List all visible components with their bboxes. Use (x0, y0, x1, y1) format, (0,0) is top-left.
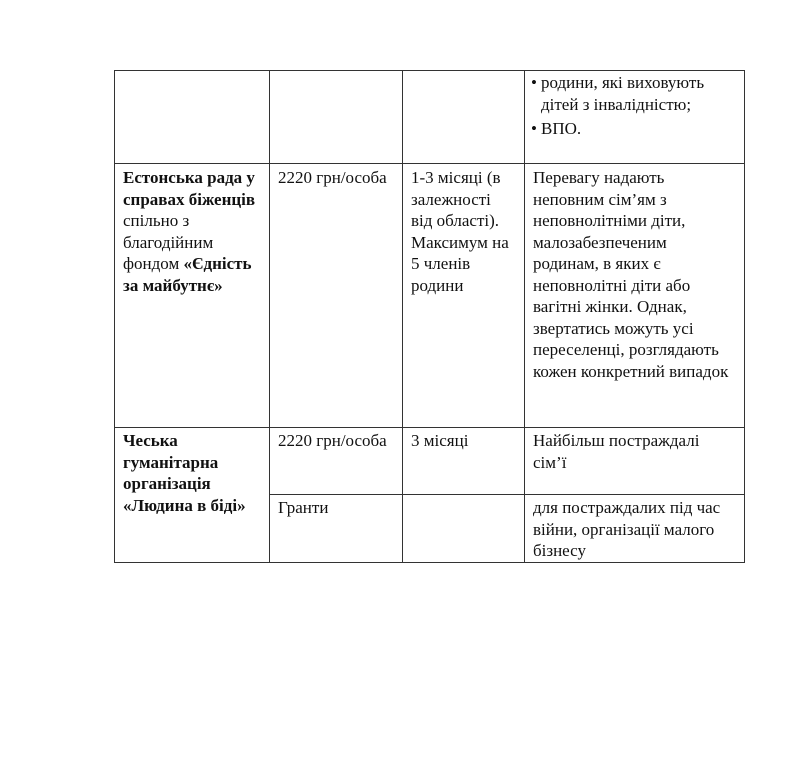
amount-cell: Гранти (270, 495, 403, 563)
list-item-text: родини, які виховують дітей з інвалідністю; (541, 73, 705, 114)
table-cell (115, 71, 270, 164)
aid-programs-table (114, 70, 745, 563)
table-cell (525, 71, 745, 164)
organization-partner-text: спільно з благодійним фондом (123, 211, 214, 273)
organization-name: Естонська рада у справах біженців (123, 168, 256, 209)
list-item (531, 72, 736, 115)
duration-cell: 3 місяці (403, 428, 525, 495)
table-row (115, 428, 745, 495)
eligibility-list (531, 72, 736, 140)
duration-cell: 1-3 місяці (в залежності від області). Максимум на 5 членів родини (403, 164, 525, 428)
amount-cell: 2220 грн/особа (270, 164, 403, 428)
organization-cell: Чеська гуманітарна організація «Людина в біді» (115, 428, 270, 563)
bullet-icon: • (531, 119, 537, 138)
partner-fund-name: «Єдність за майбутнє» (123, 254, 252, 295)
criteria-cell: Найбільш постраждалі сім’ї (525, 428, 745, 495)
list-item (531, 118, 736, 140)
duration-cell (403, 495, 525, 563)
table-row (115, 164, 745, 428)
list-item-text: ВПО. (541, 119, 582, 138)
table-cell (270, 71, 403, 164)
criteria-cell: для постраждалих під час війни, організації малого бізнесу (525, 495, 745, 563)
table-cell (403, 71, 525, 164)
bullet-icon: • (531, 73, 537, 92)
organization-cell (115, 164, 270, 428)
amount-cell: 2220 грн/особа (270, 428, 403, 495)
criteria-cell: Перевагу надають неповним сім’ям з неповнолітніми діти, малозабезпеченим родинам, в яких є неповнолітні діти або вагітні жінки. Однак, звертатись можуть усі переселенці, розглядають кожен конкретний випадок (525, 164, 745, 428)
table-row (115, 71, 745, 164)
